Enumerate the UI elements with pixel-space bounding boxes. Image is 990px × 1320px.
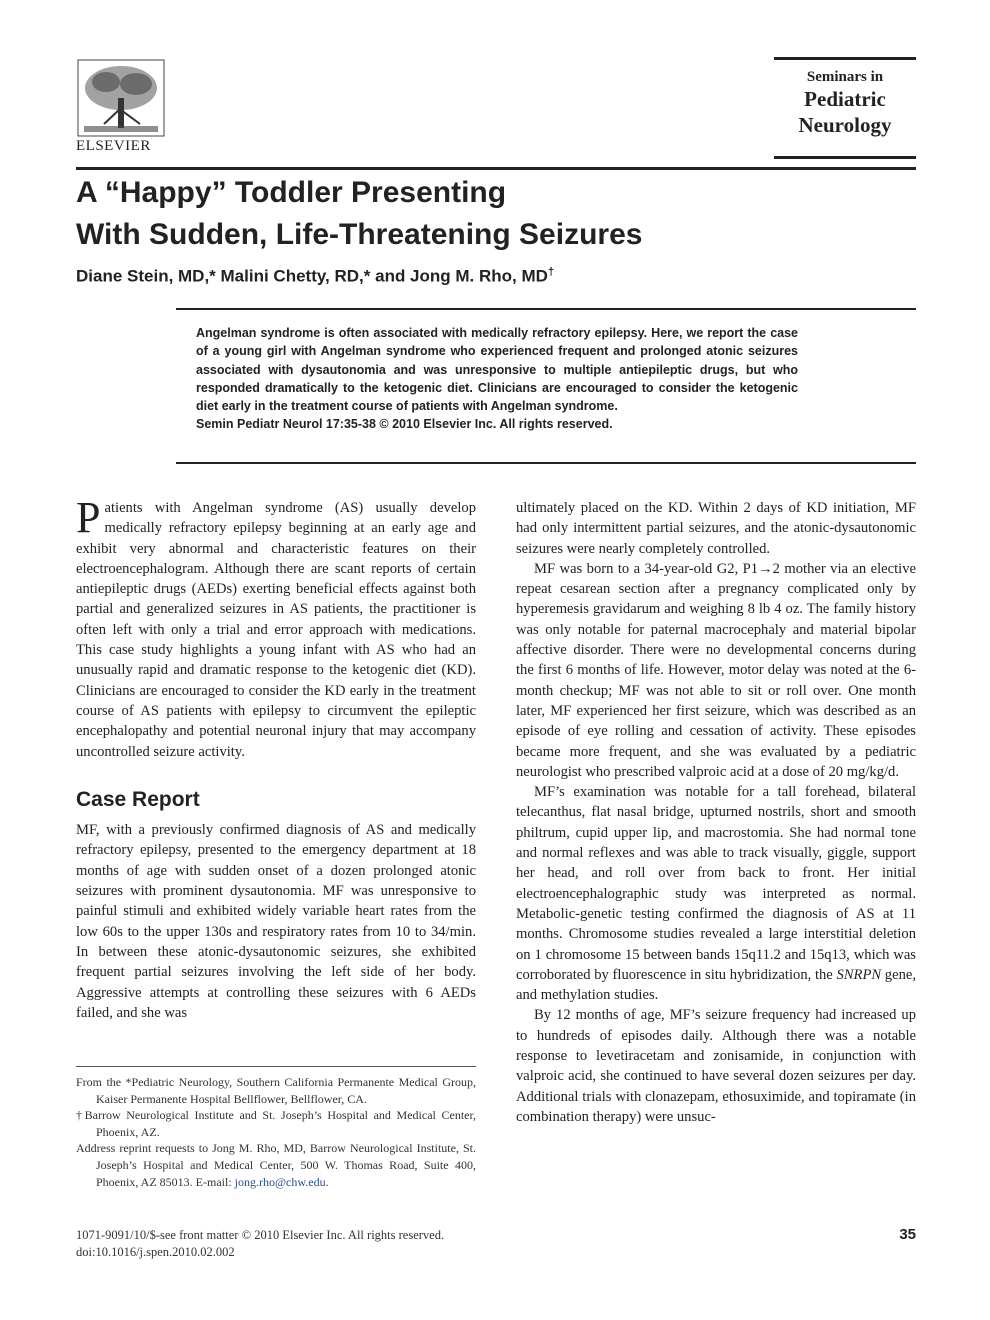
case-paragraph-3 <box>516 782 916 1005</box>
footnote-affiliation-1: From the *Pediatric Neurology, Southern California Permanente Medical Group, Kaiser Permanente Hospital Bellflower, Bellflower, CA. <box>76 1075 476 1106</box>
case-paragraph-2: MF was born to a 34-year-old G2, P1→2 mother via an elective repeat cesarean section after a pregnancy complicated only by hyperemesis gravidarum and weighing 8 lb 4 oz. The family history was only notable for paternal macrocephaly and material bipolar affective disorder. There were no developmental concerns during the first 6 months of life. However, motor delay was noted at the 6-month checkup; MF was not able to sit or roll over. One month later, MF experienced her first seizure, which was described as an episode of eye rolling and cessation of activity. These episodes became more frequent, and she was evaluated by a pediatric neurologist who prescribed valproic acid at a dose of 20 mg/kg/d. <box>516 560 916 780</box>
abstract-citation: Semin Pediatr Neurol 17:35-38 © 2010 Elsevier Inc. All rights reserved. <box>196 417 613 432</box>
journal-masthead <box>774 57 916 159</box>
correspondence-end: . <box>325 1174 329 1189</box>
issn-line: 1071-9091/10/$-see front matter © 2010 Elsevier Inc. All rights reserved. <box>76 1228 445 1242</box>
abstract-rule-bottom <box>176 462 916 464</box>
footnote-affiliation-2: †Barrow Neurological Institute and St. Joseph’s Hospital and Medical Center, Phoenix, AZ. <box>76 1108 476 1139</box>
abstract-rule-top <box>176 308 916 310</box>
gene-name: SNRPN <box>836 966 882 983</box>
case-paragraph-4: By 12 months of age, MF’s seizure frequency had increased up to hundreds of episodes daily. Although there was a notable response to levetiracetam and zonisamide, in conjunction with valproic acid, she continued to have several dozen seizures per day. Additional trials with clonazepam, ethosuximide, and topiramate (in combination therapy) were unsuc- <box>516 1007 916 1125</box>
journal-line-2: Pediatric <box>804 87 886 111</box>
page-number: 35 <box>899 1226 916 1243</box>
journal-line-1: Seminars in <box>806 69 884 85</box>
footnote-correspondence <box>76 1140 476 1190</box>
intro-text: atients with Angelman syndrome (AS) usually develop medically refractory epilepsy beginning at an early age and exhibit very abnormal and characteristic features on their electroencephalogram. Although there are scant reports of certain antiepileptic drugs (AEDs) exerting beneficial effects against both partial and generalized seizures in AS patients, the practitioner is often left with only a trial and error approach with medications. This case study highlights a young infant with AS who had an unusually rapid and dramatic response to the ketogenic diet (KD). Clinicians are encouraged to consider the KD early in the treatment course of AS patients with epilepsy to circumvent the epileptic encephalopathy and potential neuronal injury that may accompany uncontrolled seizure activity. <box>76 500 476 760</box>
bottom-info <box>76 1227 576 1261</box>
section-heading-case-report: Case Report <box>76 787 200 811</box>
p3-text-b: gene, and methylation studies. <box>516 966 916 1004</box>
case-paragraph-1: MF, with a previously confirmed diagnosis of AS and medically refractory epilepsy, presented to the emergency department at 18 months of age with sudden onset of a dozen prolonged atonic seizures with prominent dysautonomia. MF was unresponsive to painful stimuli and exhibited widely variable heart rates from the low 60s to the upper 130s and respiratory rates from 10 to 34/min. In between these atonic-dysautonomic seizures, she exhibited frequent partial seizures involving the left side of her body. Aggressive attempts at controlling these seizures with 6 AEDs failed, and she was <box>76 822 476 1021</box>
p3-text-a: MF’s examination was notable for a tall forehead, bilateral telecanthus, flat nasal bridge, upturned nostrils, short and smooth philtrum, cupid upper lip, and macrostomia. She had normal tone and normal reflexes and was able to track visually, giggle, support her head, and roll over from back to front. Her initial electroencephalographic study was interpreted as normal. Metabolic-genetic testing confirmed the diagnosis of AS at 11 months. Chromosome studies revealed a large interstitial deletion on 1 chromosome 15 between bands 15q11.2 and 15q13, which was corroborated by fluorescence in situ hybridization, the <box>516 784 916 983</box>
email-link[interactable]: jong.rho@chw.edu <box>234 1174 326 1189</box>
title-line-1: A “Happy” Toddler Presenting <box>76 176 507 209</box>
publisher-name: ELSEVIER <box>76 138 151 154</box>
drop-cap: P <box>76 493 101 542</box>
footnote-rule <box>76 1066 476 1067</box>
left-column <box>76 493 476 1023</box>
intro-paragraph <box>76 493 476 762</box>
correspondence-text: Address reprint requests to Jong M. Rho, MD, Barrow Neurological Institute, St. Joseph’s Hospital and Medical Center, 500 W. Thomas Road, Suite 400, Phoenix, AZ 85013. E-mail: <box>76 1141 476 1189</box>
title-line-2: With Sudden, Life-Threatening Seizures <box>76 218 643 251</box>
author-mark: † <box>547 266 555 278</box>
right-column <box>516 498 916 1127</box>
journal-line-3: Neurology <box>798 113 892 137</box>
header-rule <box>76 167 916 170</box>
case-paragraph-1-continued: ultimately placed on the KD. Within 2 days of KD initiation, MF had only intermittent partial seizures, and the atonic-dysautonomic seizures were nearly completely controlled. <box>516 500 916 557</box>
article-title <box>76 172 896 256</box>
author-list <box>76 266 896 287</box>
authors-text: Diane Stein, MD,* Malini Chetty, RD,* and Jong M. Rho, MD <box>76 266 548 286</box>
footnotes <box>76 1074 476 1190</box>
abstract <box>196 324 798 434</box>
doi-line[interactable]: doi:10.1016/j.spen.2010.02.002 <box>76 1245 235 1259</box>
abstract-body: Angelman syndrome is often associated with medically refractory epilepsy. Here, we report the case of a young girl with Angelman syndrome who experienced frequent and prolonged atonic seizures associated with dysautonomia and was unresponsive to multiple antiepileptic drugs, but who responded dramatically to the ketogenic diet. Clinicians are encouraged to consider the ketogenic diet early in the treatment course of patients with Angelman syndrome. <box>196 326 798 414</box>
